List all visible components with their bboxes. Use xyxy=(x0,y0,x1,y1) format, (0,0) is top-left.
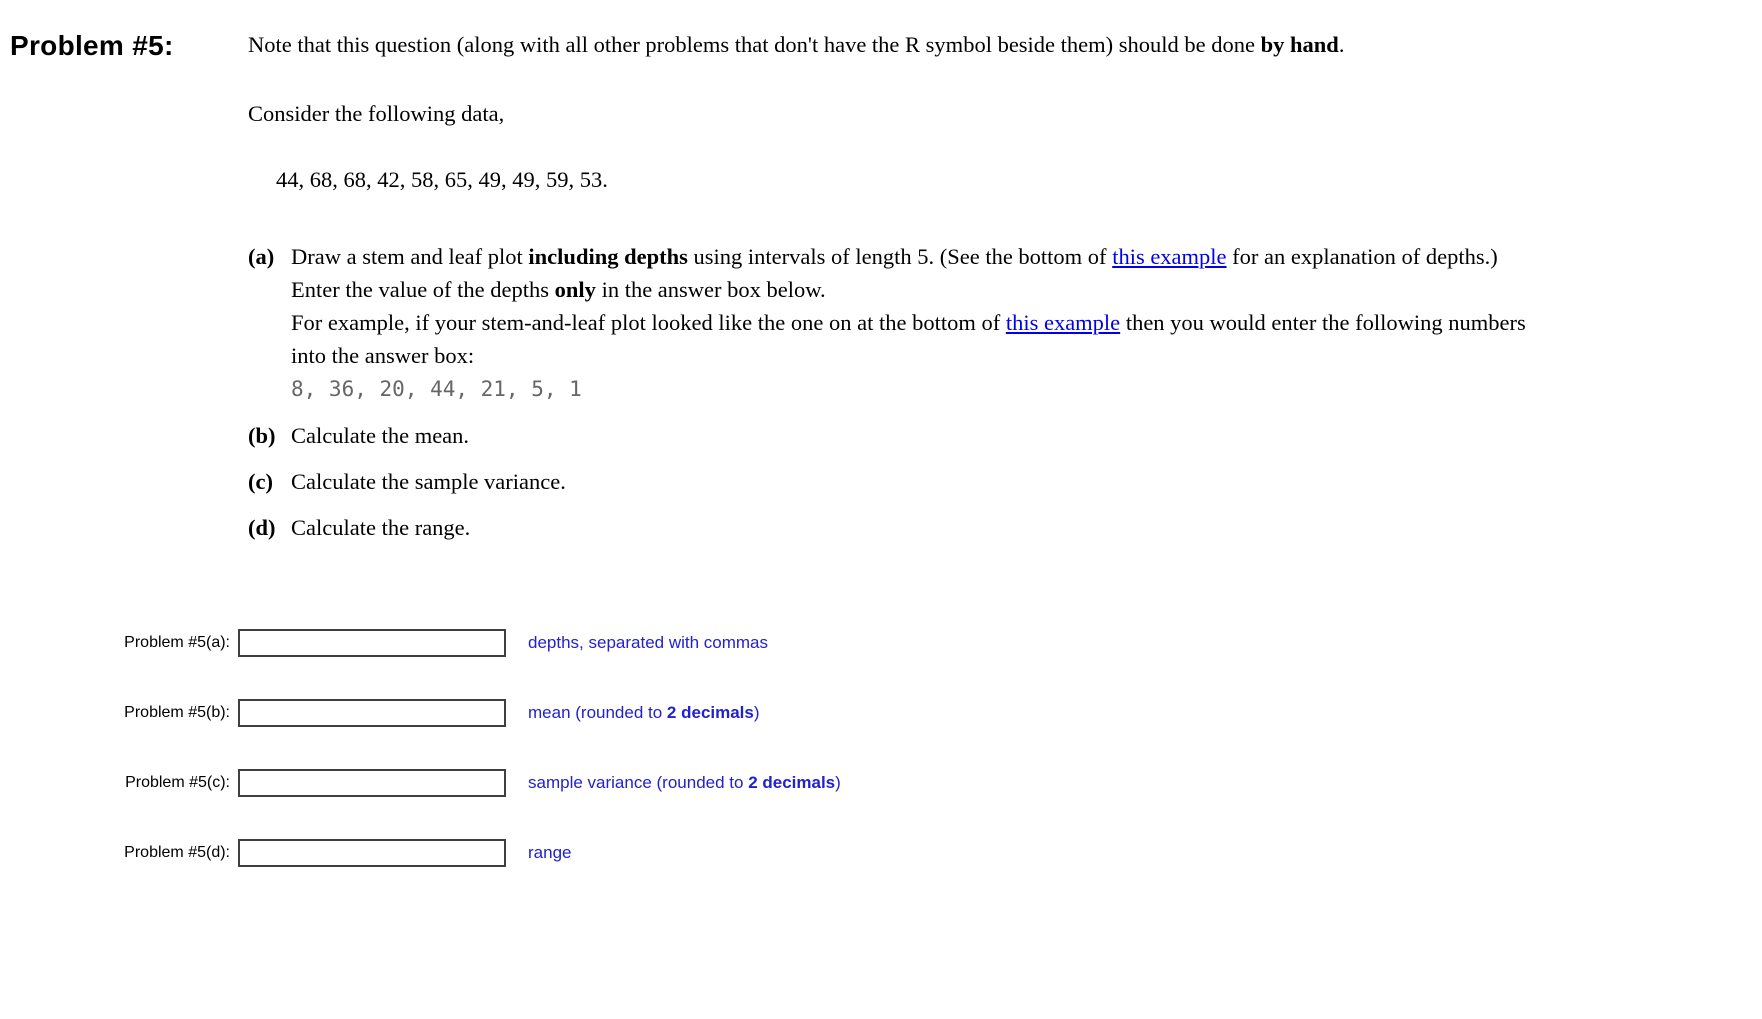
intro-text-2: . xyxy=(1338,32,1345,57)
intro-bold-by-hand: by hand xyxy=(1260,32,1339,57)
part-a xyxy=(248,240,1550,406)
part-a-seg-1: Draw a stem and leaf plot xyxy=(291,244,529,269)
example-link-1[interactable]: this example xyxy=(1112,244,1227,269)
part-c-marker: (c) xyxy=(248,469,273,494)
answer-hint-a: depths, separated with commas xyxy=(528,633,769,652)
answer-hint-c-text-2: ) xyxy=(835,773,841,792)
part-a-seg-6: then you would enter the following numbers into the answer box: xyxy=(291,310,1526,368)
part-a-marker: (a) xyxy=(248,244,275,269)
intro-text-1: Note that this question (along with all other problems that don't have the R symbol beside them) should be done xyxy=(248,32,1261,57)
part-a-bold-only: only xyxy=(554,277,596,302)
part-b-text: Calculate the mean. xyxy=(291,423,470,448)
part-d xyxy=(248,511,1550,544)
answer-input-b[interactable] xyxy=(238,699,506,727)
part-a-seg-5: For example, if your stem-and-leaf plot looked like the one on at the bottom of xyxy=(291,310,1006,335)
answer-hint-b-text-1: mean (rounded to xyxy=(528,703,667,722)
data-lead-text: Consider the following data, xyxy=(248,101,505,126)
problem-content xyxy=(248,28,1550,544)
answer-row-c xyxy=(10,768,1752,798)
part-d-text: Calculate the range. xyxy=(291,515,471,540)
answer-input-a[interactable] xyxy=(238,629,506,657)
problem-title: Problem #5: xyxy=(10,30,174,61)
answer-input-d[interactable] xyxy=(238,839,506,867)
part-b-marker: (b) xyxy=(248,423,276,448)
answer-hint-d: range xyxy=(528,843,572,862)
answer-label-c: Problem #5(c): xyxy=(125,774,230,791)
parts-list xyxy=(248,240,1550,544)
part-c-text: Calculate the sample variance. xyxy=(291,469,566,494)
part-b xyxy=(248,419,1550,452)
answer-hint-c xyxy=(528,773,841,793)
answer-hint-c-text-1: sample variance (rounded to xyxy=(528,773,749,792)
part-a-bold-including-depths: including depths xyxy=(528,244,688,269)
example-link-2[interactable]: this example xyxy=(1005,310,1121,335)
answer-label-d: Problem #5(d): xyxy=(124,844,230,861)
answer-hint-b xyxy=(528,703,760,723)
answer-row-a xyxy=(10,628,1752,658)
data-values: 44, 68, 68, 42, 58, 65, 49, 49, 59, 53. xyxy=(276,167,608,192)
answer-label-a: Problem #5(a): xyxy=(124,634,230,651)
answer-hint-b-text-2: ) xyxy=(753,703,760,722)
answer-hint-b-bold: 2 decimals xyxy=(666,703,754,722)
example-depths-numbers: 8, 36, 20, 44, 21, 5, 1 xyxy=(291,377,582,401)
part-a-seg-3: for an explanation of depths.) Enter the value of the depths xyxy=(291,244,1498,302)
answer-form xyxy=(10,628,1752,868)
answer-row-d xyxy=(10,838,1752,868)
answer-hint-c-bold: 2 decimals xyxy=(748,773,836,792)
problem-title-column xyxy=(10,28,248,544)
intro-paragraph xyxy=(248,28,1550,61)
answer-row-b xyxy=(10,698,1752,728)
part-d-marker: (d) xyxy=(248,515,276,540)
part-c xyxy=(248,465,1550,498)
problem-section xyxy=(10,28,1752,544)
answer-input-c[interactable] xyxy=(238,769,506,797)
answer-label-b: Problem #5(b): xyxy=(124,704,230,721)
part-a-seg-2: using intervals of length 5. (See the bottom of xyxy=(687,244,1113,269)
part-a-seg-4: in the answer box below. xyxy=(595,277,826,302)
